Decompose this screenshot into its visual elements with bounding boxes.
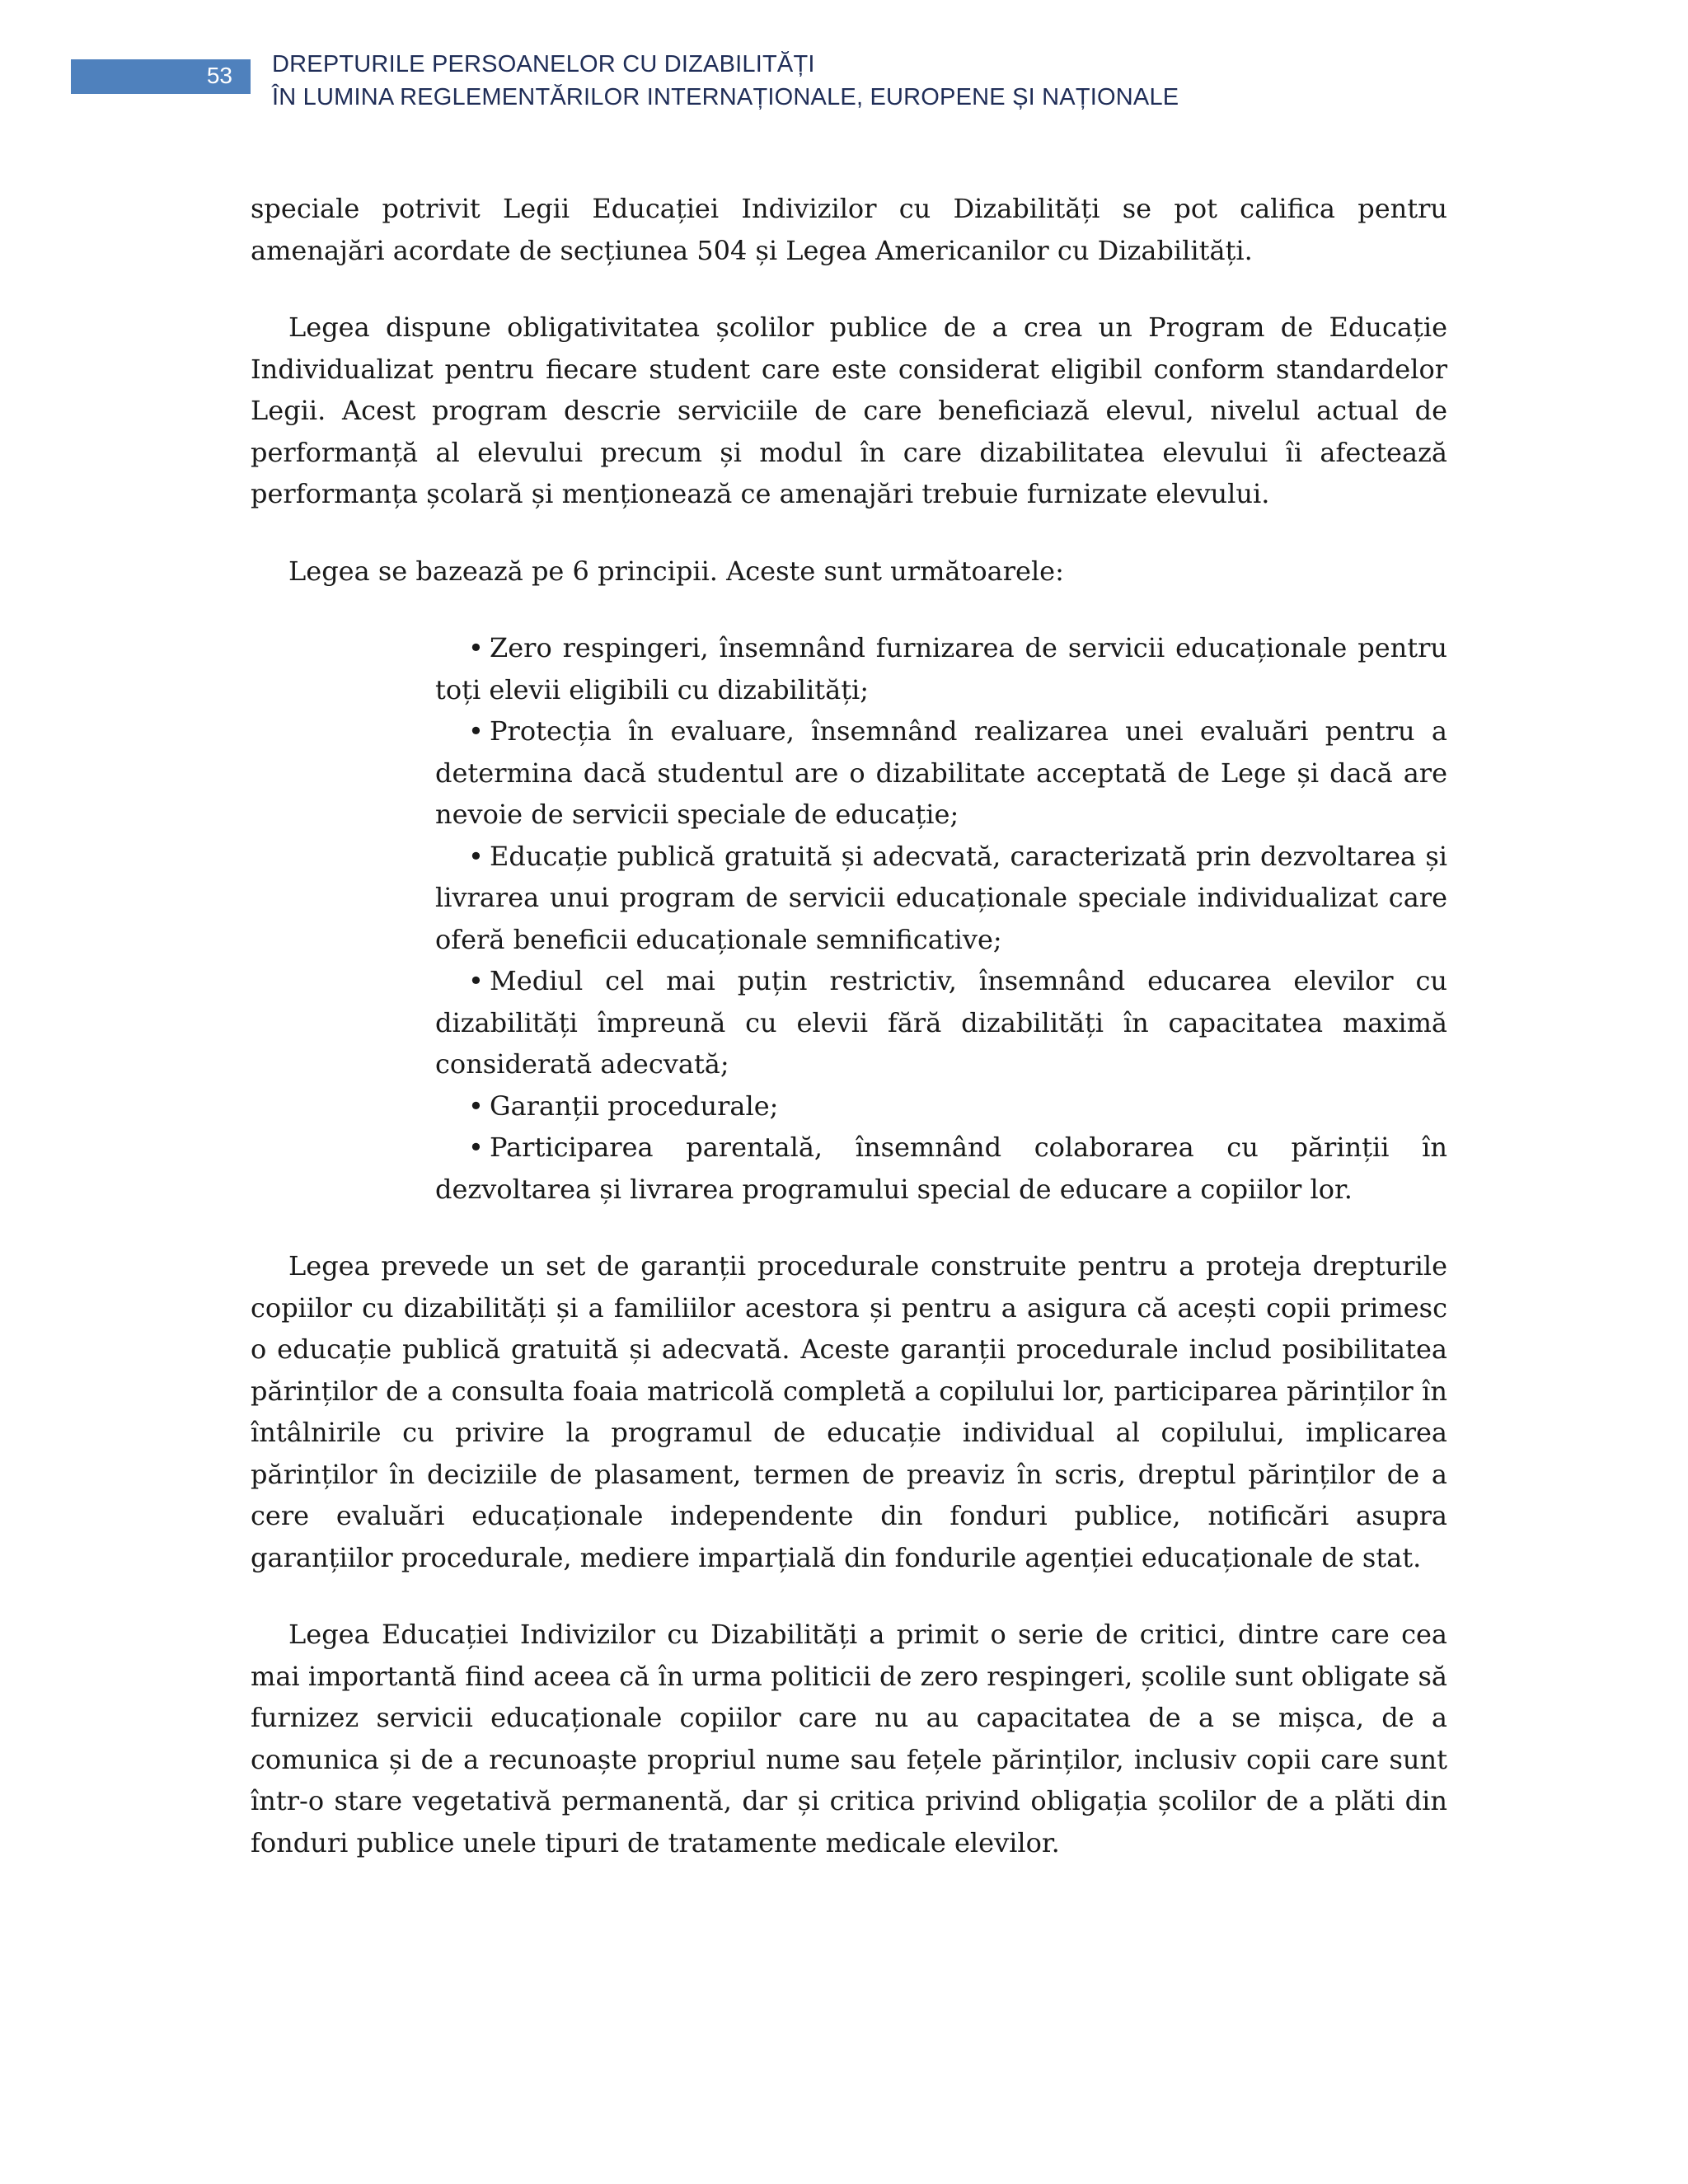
list-item-text: Garanții procedurale; [490,1090,779,1122]
list-item [435,836,1447,961]
list-item [435,960,1447,1085]
paragraph-4: Legea prevede un set de garanții procedurale construite pentru a proteja drepturile copiilor cu dizabilități și a familiilor acestora și pentru a asigura că acești copii primesc o educație publică gratuită și adecvată. Aceste garanții procedurale includ posibilitatea părinților de a consulta foaia matricolă completă a copilului lor, participarea părinților în întâlnirile cu privire la programul de educație individual al copilului, implicarea părinților în deciziile de plasament, termen de preaviz în scris, dreptul părinților de a cere evaluări educaționale independente din fonduri publice, notificări asupra garanțiilor procedurale, mediere imparțială din fondurile agenției educaționale de stat. [251,1250,1447,1573]
list-item [435,710,1447,836]
running-header-line-1: DREPTURILE PERSOANELOR CU DIZABILITĂȚI [272,51,815,77]
bullet-icon: • [468,840,484,872]
running-header [272,48,1179,114]
paragraph-2: Legea dispune obligativitatea școlilor publice de a crea un Program de Educație Individualizat pentru fiecare student care este considerat eligibil conform standardelor Legii. Acest program descrie serviciile de care beneficiază elevul, nivelul actual de performanță al elevului precum și modul în care dizabilitatea elevului îi afectează performanța școlară și menționează ce amenajări trebuie furnizate elevului. [251,312,1447,509]
principles-list [435,627,1447,1210]
running-header-line-2: ÎN LUMINA REGLEMENTĂRILOR INTERNAȚIONALE, EUROPENE ȘI NAȚIONALE [272,84,1179,110]
list-item-text: Protecția în evaluare, însemnând realizarea unei evaluări pentru a determina dacă studentul are o dizabilitate acceptată de Lege și dacă are nevoie de servicii speciale de educație; [435,715,1447,830]
list-item-text: Educație publică gratuită și adecvată, caracterizată prin dezvoltarea și livrarea unui program de servicii educaționale speciale individualizat care oferă beneficii educaționale semnificative; [435,840,1447,955]
paragraph-5: Legea Educației Indivizilor cu Dizabilități a primit o serie de critici, dintre care cea mai importantă fiind aceea că în urma politicii de zero respingeri, școlile sunt obligate să furnizez servicii educaționale copiilor care nu au capacitatea de a se mișca, de a comunica și de a recunoaște propriul nume sau fețele părinților, inclusiv copii care sunt într-o stare vegetativă permanentă, dar și critica privind obligația școlilor de a plăti din fonduri publice unele tipuri de tratamente medicale elevilor. [251,1619,1447,1858]
list-item-text: Participarea parentală, însemnând colaborarea cu părinții în dezvoltarea și livrarea programului special de educare a copiilor lor. [435,1132,1447,1205]
list-item [435,627,1447,710]
paragraph-1: speciale potrivit Legii Educației Indivizilor cu Dizabilități se pot califica pentru amenajări acordate de secțiunea 504 și Legea Americanilor cu Dizabilități. [251,193,1447,266]
list-item [435,1085,1447,1127]
bullet-icon: • [468,1132,484,1163]
paragraph-3: Legea se bazează pe 6 principii. Aceste sunt următoarele: [288,555,1064,587]
bullet-icon: • [468,715,484,747]
list-item-text: Zero respingeri, însemnând furnizarea de servicii educaționale pentru toți elevii eligibili cu dizabilități; [435,632,1447,705]
bullet-icon: • [468,965,484,996]
bullet-icon: • [468,1090,484,1122]
list-item-text: Mediul cel mai puțin restrictiv, însemnând educarea elevilor cu dizabilități împreună cu elevii fără dizabilități în capacitatea maximă considerată adecvată; [435,965,1447,1080]
page-number-bar [71,59,251,94]
list-item [435,1127,1447,1210]
page-number: 53 [206,63,232,88]
bullet-icon: • [468,632,484,663]
page-content [251,188,1447,1899]
